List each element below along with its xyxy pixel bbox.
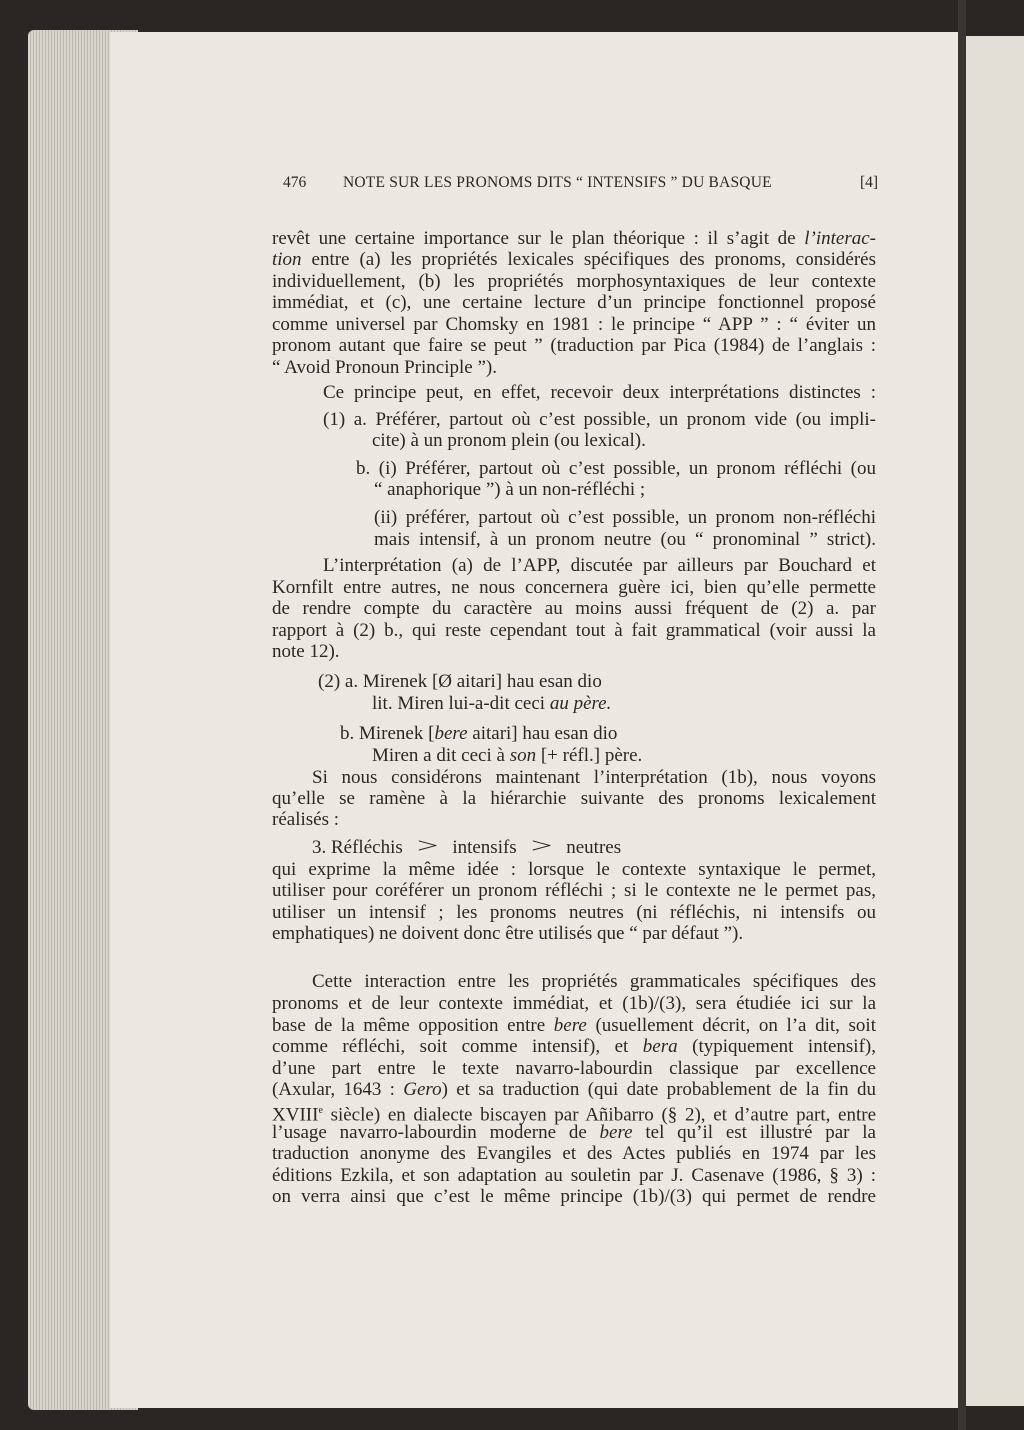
text-run: base de la même opposition entre: [272, 1015, 554, 1036]
text-line: [312, 971, 876, 993]
text-line: [272, 993, 876, 1015]
text-line: [272, 292, 876, 314]
text-line: [272, 1143, 876, 1165]
text-run: qu’elle se ramène à la hiérarchie suivante des pronoms lexicalement: [272, 788, 876, 809]
text-run: individuellement, (b) les propriétés morphosyntaxiques de leur contexte: [272, 271, 876, 292]
text-run: mais intensif, à un pronom neutre (ou “ pronominal ” strict).: [374, 529, 876, 550]
text-line: [272, 902, 876, 924]
text-run: Kornfilt entre autres, ne nous concernera guère ici, bien qu’elle permette: [272, 577, 876, 598]
italic-term: Gero: [403, 1079, 442, 1100]
text-run: (Axular, 1643 :: [272, 1079, 404, 1100]
text-run: L’interprétation (a) de l’APP, discutée par ailleurs par Bouchard et: [323, 555, 876, 576]
text-run: immédiat, et (c), une certaine lecture d’un principe fonctionnel proposé: [272, 292, 876, 313]
text-run: traduction anonyme des Evangiles et des Actes publiés en 1974 par les: [272, 1143, 876, 1164]
italic-term: bera: [642, 1036, 678, 1057]
italic-term: l’interac-: [804, 228, 876, 249]
text-run: éditions Ezkila, et son adaptation au souletin par J. Casenave (1986, § 3) :: [272, 1165, 876, 1186]
text-run: de rendre compte du caractère au moins aussi fréquent de (2) a. par: [272, 598, 876, 619]
italic-term: bere: [599, 1122, 633, 1143]
text-run: comme réfléchi, soit comme intensif), et: [272, 1036, 643, 1057]
text-run: (usuellement décrit, on l’a dit, soit: [586, 1015, 876, 1036]
text-line: [323, 555, 876, 577]
text-run: Miren a dit ceci à: [372, 745, 510, 766]
text-run: emphatiques) ne doivent donc être utilisés que “ par défaut ”).: [272, 923, 744, 944]
page-number: 476: [283, 174, 307, 191]
greater-than-symbol: >: [530, 834, 553, 858]
text-run: neutres: [566, 837, 622, 858]
text-line: [272, 1058, 876, 1080]
text-line: [374, 529, 876, 551]
text-line: [272, 923, 876, 945]
text-line: [340, 723, 876, 745]
text-line: [372, 693, 876, 715]
text-line: [372, 745, 876, 767]
text-run: (ii) préférer, partout où c’est possible, un pronom non-réfléchi: [374, 507, 876, 528]
text-run: revêt une certaine importance sur le plan théorique : il s’agit de: [272, 228, 805, 249]
text-run: b. Mirenek [: [340, 723, 435, 744]
text-line: [318, 671, 876, 693]
text-run: Ce principe peut, en effet, recevoir deux interprétations distinctes :: [323, 382, 876, 403]
text-run: pronom autant que faire se peut ” (traduction par Pica (1984) de l’anglais :: [272, 335, 876, 356]
text-run: Cette interaction entre les propriétés grammaticales spécifiques des: [312, 971, 876, 992]
text-line: [272, 598, 876, 620]
text-line: [372, 430, 876, 452]
text-run: qui exprime la même idée : lorsque le contexte syntaxique le permet,: [272, 859, 876, 880]
text-run: aitari] hau esan dio: [467, 723, 618, 744]
text-run: XVIII: [272, 1104, 319, 1126]
text-line: [272, 641, 876, 663]
italic-term: bere: [434, 723, 468, 744]
text-line: [312, 767, 876, 789]
text-line: [272, 620, 876, 642]
text-line: [272, 788, 876, 810]
text-line: [272, 1122, 876, 1144]
text-run: (typiquement intensif),: [677, 1036, 876, 1057]
facing-page-edge: [966, 36, 1024, 1406]
text-line: [272, 1165, 876, 1187]
text-line: [374, 507, 876, 529]
text-run: siècle) en dialecte biscayen par Añibarro (§ 2), et d’autre part, entre: [322, 1104, 876, 1126]
text-line: [272, 880, 876, 902]
text-run: pronoms et de leur contexte immédiat, et (1b)/(3), sera étudiée ici sur la: [272, 993, 876, 1014]
text-run: réalisés :: [272, 809, 340, 830]
superscript: e: [318, 1105, 323, 1116]
text-line: [272, 577, 876, 599]
text-line: [323, 409, 876, 431]
text-line: [272, 859, 876, 881]
text-line: [272, 1079, 876, 1101]
section-number: [4]: [860, 174, 879, 191]
text-run: “ Avoid Pronoun Principle ”).: [272, 357, 497, 378]
text-line: [374, 479, 876, 501]
text-line: [272, 314, 876, 336]
text-run: 3. Réfléchis: [312, 837, 403, 858]
text-line: [272, 1015, 876, 1037]
italic-term: son: [509, 745, 537, 766]
text-run: rapport à (2) b., qui reste cependant tout à fait grammatical (voir aussi la: [272, 620, 876, 641]
text-run: intensifs: [452, 837, 517, 858]
running-title: NOTE SUR LES PRONOMS DITS “ INTENSIFS ” DU BASQUE: [343, 174, 772, 191]
text-run: [+ réfl.] père.: [536, 745, 643, 766]
text-run: comme universel par Chomsky en 1981 : le principe “ APP ” : “ éviter un: [272, 314, 876, 335]
text-run: (1) a. Préférer, partout où c’est possible, un pronom vide (ou impli-: [323, 409, 876, 430]
text-line: [312, 834, 876, 859]
text-run: entre (a) les propriétés lexicales spécifiques des pronoms, considérés: [301, 249, 876, 270]
text-run: b. (i) Préférer, partout où c’est possible, un pronom réfléchi (ou: [356, 458, 876, 479]
text-line: [272, 271, 876, 293]
text-line: [272, 809, 876, 831]
text-line: [272, 357, 876, 379]
text-line: [272, 1186, 876, 1208]
text-run: l’usage navarro-labourdin moderne de: [272, 1122, 600, 1143]
text-run: “ anaphorique ”) à un non-réfléchi ;: [374, 479, 646, 500]
text-run: utiliser un intensif ; les pronoms neutres (ni réfléchis, ni intensifs ou: [272, 902, 876, 923]
text-line: [272, 249, 876, 271]
text-run: on verra ainsi que c’est le même principe (1b)/(3) qui permet de rendre: [272, 1186, 876, 1207]
text-line: [272, 1036, 876, 1058]
italic-term: bere: [553, 1015, 587, 1036]
text-line: [272, 228, 876, 250]
text-run: d’une part entre le texte navarro-labourdin classique par excellence: [272, 1058, 876, 1079]
text-run: cite) à un pronom plein (ou lexical).: [372, 430, 646, 451]
book-gutter: [958, 0, 966, 1430]
text-run: note 12).: [272, 641, 340, 662]
text-line: [272, 335, 876, 357]
text-run: Si nous considérons maintenant l’interprétation (1b), nous voyons: [312, 767, 876, 788]
text-run: tel qu’il est illustré par la: [632, 1122, 876, 1143]
italic-term: tion: [272, 249, 302, 270]
text-line: [356, 458, 876, 480]
text-run: lit. Miren lui-a-dit ceci: [372, 693, 550, 714]
text-run: utiliser pour coréférer un pronom réfléchi ; si le contexte ne le permet pas,: [272, 880, 876, 901]
text-run: (2) a. Mirenek [Ø aitari] hau esan dio: [318, 671, 602, 692]
text-run: ) et sa traduction (qui date probablement de la fin du: [441, 1079, 876, 1100]
italic-term: au père.: [549, 693, 612, 714]
text-line: [323, 382, 876, 404]
greater-than-symbol: >: [416, 834, 439, 858]
